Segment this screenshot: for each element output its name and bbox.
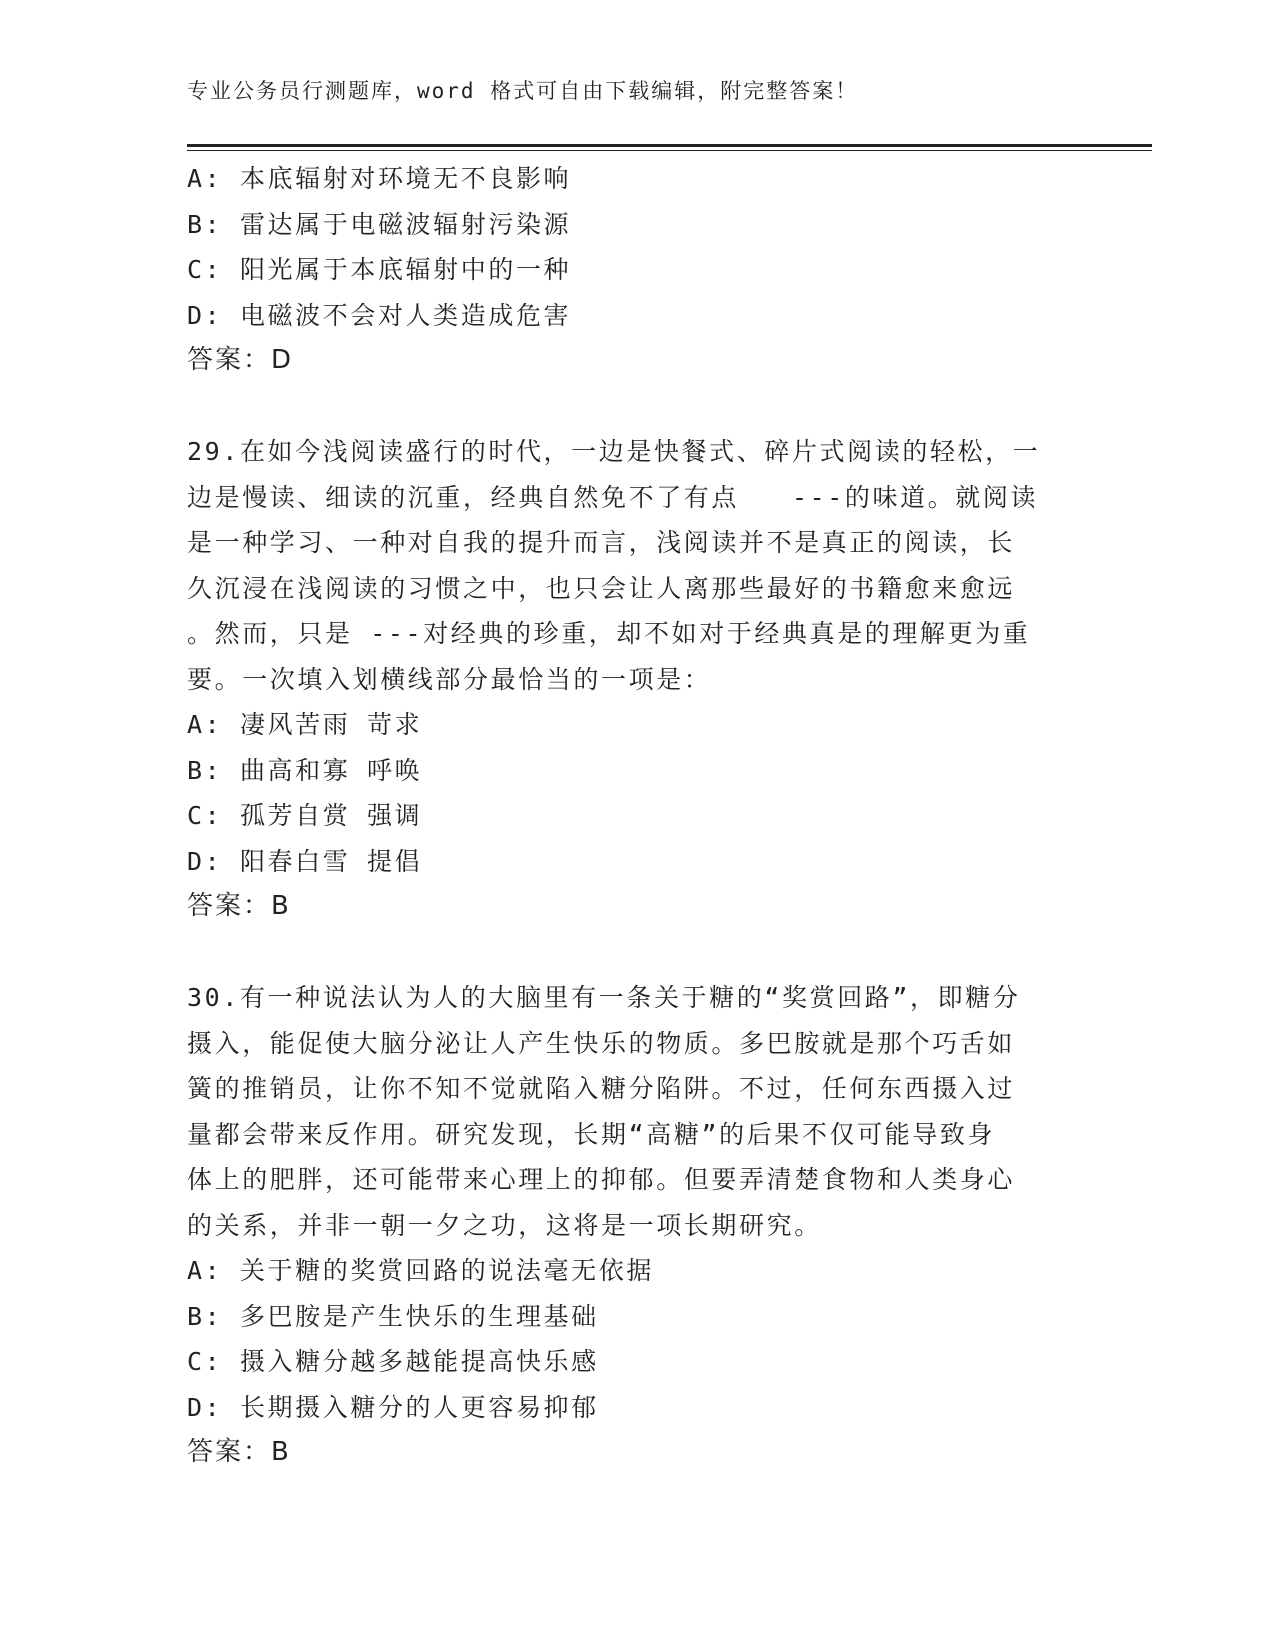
option-a (187, 702, 1087, 748)
stem-line: 。然而，只是 ---对经典的珍重，却不如对于经典真是的理解更为重 (187, 619, 1031, 648)
option-label: B: 曲高和寡 (187, 755, 351, 785)
question-30-options (187, 1248, 1087, 1430)
stem-line: 久沉浸在浅阅读的习惯之中，也只会让人离那些最好的书籍愈来愈远 (187, 573, 1016, 603)
option-second-word: 苛求 (367, 710, 423, 739)
option-c: C: 阳光属于本底辐射中的一种 (187, 255, 572, 284)
question-29-answer: 答案：B (187, 891, 291, 921)
header-rule-thick (187, 144, 1152, 147)
stem-line: 量都会带来反作用。研究发现，长期“高糖”的后果不仅可能导致身 (187, 1119, 996, 1149)
option-a: A: 关于糖的奖赏回路的说法毫无依据 (187, 1256, 654, 1285)
option-b: B: 多巴胺是产生快乐的生理基础 (187, 1301, 599, 1331)
stem-line: 要。一次填入划横线部分最恰当的一项是： (187, 664, 712, 694)
page-header: 专业公务员行测题库，word 格式可自由下载编辑，附完整答案！ (187, 79, 859, 103)
stem-line: 29.在如今浅阅读盛行的时代，一边是快餐式、碎片式阅读的轻松，一 (187, 437, 1041, 466)
option-label: D: 阳春白雪 (187, 846, 351, 876)
option-d: D: 电磁波不会对人类造成危害 (187, 300, 572, 330)
question-30-answer: 答案：B (187, 1437, 291, 1467)
option-c (187, 793, 1087, 839)
question-29-stem (187, 429, 1087, 702)
option-b (187, 748, 1087, 794)
stem-line: 簧的推销员，让你不知不觉就陷入糖分陷阱。不过，任何东西摄入过 (187, 1074, 1016, 1103)
header-rule-thin (187, 150, 1152, 151)
spacer (187, 930, 1087, 976)
question-30-stem (187, 975, 1087, 1248)
option-label: C: 孤芳自赏 (187, 801, 351, 830)
option-a: A: 本底辐射对环境无不良影响 (187, 164, 572, 193)
stem-line: 体上的肥胖，还可能带来心理上的抑郁。但要弄清楚食物和人类身心 (187, 1165, 1016, 1194)
question-28-options (187, 156, 1087, 338)
question-28-answer: 答案：D (187, 345, 294, 375)
option-d (187, 839, 1087, 885)
stem-line: 边是慢读、细读的沉重，经典自然免不了有点 ---的味道。就阅读 (187, 482, 1039, 512)
option-d: D: 长期摄入糖分的人更容易抑郁 (187, 1392, 599, 1422)
stem-line: 摄入，能促使大脑分泌让人产生快乐的物质。多巴胺就是那个巧舌如 (187, 1028, 1016, 1058)
stem-line: 是一种学习、一种对自我的提升而言，浅阅读并不是真正的阅读，长 (187, 528, 1016, 557)
option-label: A: 凄风苦雨 (187, 710, 351, 739)
option-b: B: 雷达属于电磁波辐射污染源 (187, 209, 572, 239)
stem-line: 30.有一种说法认为人的大脑里有一条关于糖的“奖赏回路”，即糖分 (187, 983, 1021, 1012)
option-second-word: 强调 (367, 801, 423, 830)
question-content (187, 156, 1087, 1476)
question-29-options (187, 702, 1087, 884)
spacer (187, 384, 1087, 430)
option-c: C: 摄入糖分越多越能提高快乐感 (187, 1347, 599, 1376)
stem-line: 的关系，并非一朝一夕之功，这将是一项长期研究。 (187, 1210, 822, 1240)
option-second-word: 提倡 (367, 846, 423, 876)
option-second-word: 呼唤 (367, 755, 423, 785)
